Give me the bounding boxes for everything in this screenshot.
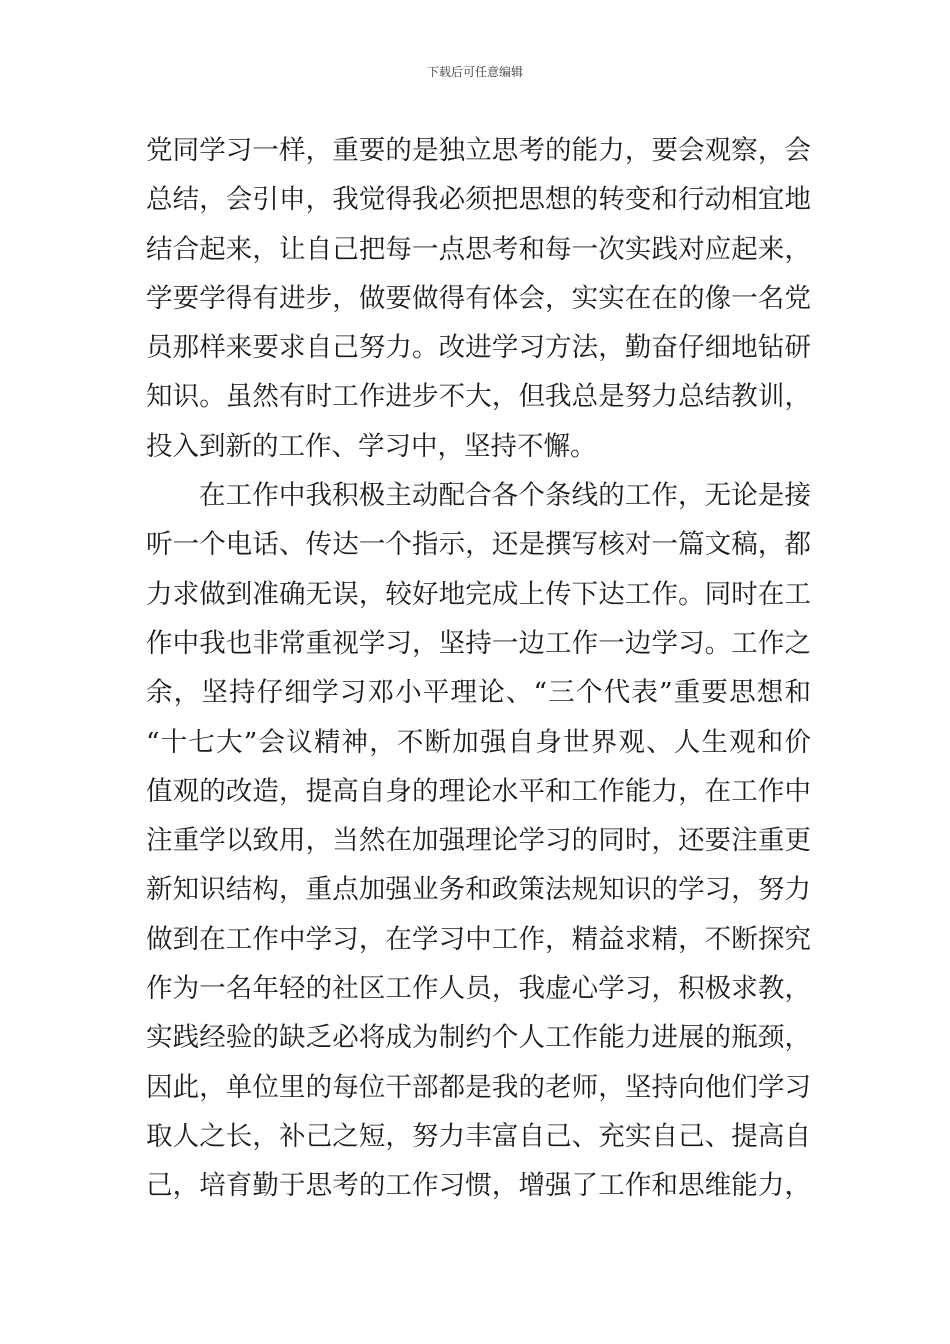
- text-line: 余，坚持仔细学习邓小平理论、“三个代表”重要思想和: [146, 677, 811, 709]
- text-line: 在工作中我积极主动配合各个条线的工作，无论是接: [199, 480, 811, 512]
- page-header: 下载后可任意编辑: [426, 65, 523, 79]
- text-line: 力求做到准确无误，较好地完成上传下达工作。同时在工: [146, 578, 811, 610]
- text-line: 做到在工作中学习，在学习中工作，精益求精，不断探究: [146, 923, 811, 955]
- text-line: 实践经验的缺乏必将成为制约个人工作能力进展的瓶颈，: [146, 1022, 811, 1054]
- text-line: 学要学得有进步，做要做得有体会，实实在在的像一名党: [146, 282, 811, 314]
- text-line: 因此，单位里的每位干部都是我的老师，坚持向他们学习: [146, 1071, 811, 1103]
- text-line: 总结，会引申，我觉得我必须把思想的转变和行动相宜地: [146, 184, 811, 216]
- text-line: 作中我也非常重视学习，坚持一边工作一边学习。工作之: [146, 627, 811, 659]
- text-line: 注重学以致用，当然在加强理论学习的同时，还要注重更: [146, 825, 811, 857]
- text-line: “十七大”会议精神，不断加强自身世界观、人生观和价: [146, 726, 811, 758]
- text-line: 党同学习一样，重要的是独立思考的能力，要会观察，会: [146, 135, 811, 166]
- body-text: [146, 126, 811, 1211]
- text-line: 员那样来要求自己努力。改进学习方法，勤奋仔细地钻研: [146, 332, 811, 364]
- text-line: 值观的改造，提高自身的理论水平和工作能力，在工作中: [146, 775, 811, 807]
- text-line: 作为一名年轻的社区工作人员，我虚心学习，积极求教，: [146, 973, 811, 1005]
- text-line: 取人之长，补己之短，努力丰富自己、充实自己、提高自: [146, 1120, 811, 1152]
- text-line: 己，培育勤于思考的工作习惯，增强了工作和思维能力，: [146, 1170, 811, 1202]
- text-line: 投入到新的工作、学习中，坚持不懈。: [146, 430, 597, 462]
- text-line: 听一个电话、传达一个指示，还是撰写核对一篇文稿，都: [146, 529, 811, 561]
- text-line: 知识。虽然有时工作进步不大，但我总是努力总结教训，: [146, 381, 811, 413]
- text-line: 新知识结构，重点加强业务和政策法规知识的学习，努力: [146, 874, 811, 906]
- text-line: 结合起来，让自己把每一点思考和每一次实践对应起来，: [146, 233, 811, 265]
